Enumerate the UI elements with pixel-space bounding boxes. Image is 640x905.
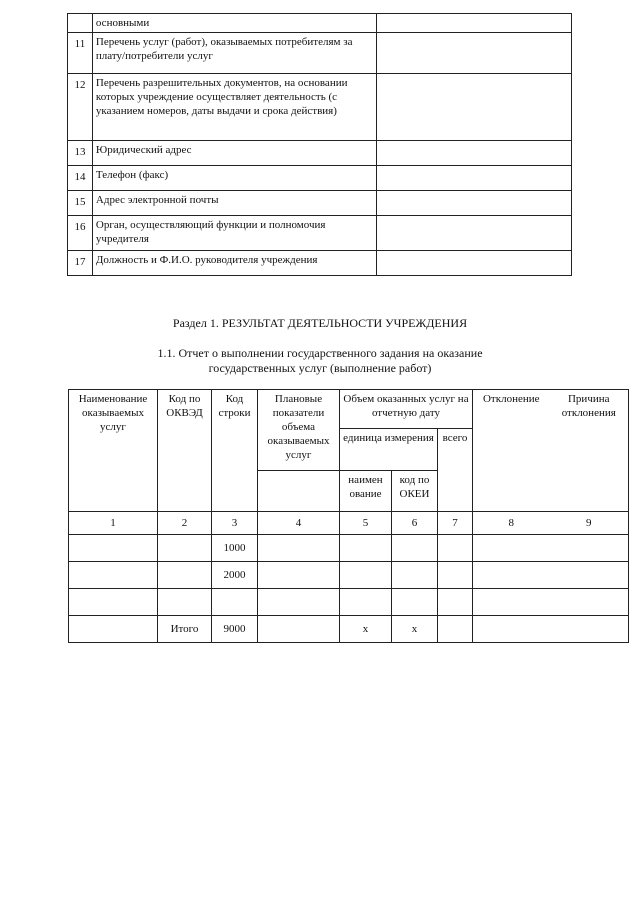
column-number: 8 [473, 512, 550, 535]
row-number: 14 [68, 166, 93, 191]
header-deviation-reason: Причина отклонения [550, 390, 629, 512]
header-planned-volume: Плановые показатели объема оказываемых услуг [258, 390, 340, 471]
section-title: Раздел 1. РЕЗУЛЬТАТ ДЕЯТЕЛЬНОСТИ УЧРЕЖДЕНИЯ [172, 316, 468, 330]
row-value [376, 191, 571, 216]
column-number: 9 [550, 512, 629, 535]
header-row [69, 390, 629, 429]
cell-total [438, 535, 473, 562]
row-label: Адрес электронной почты [92, 191, 376, 216]
row-number: 16 [68, 216, 93, 251]
cell-planned [258, 589, 340, 616]
header-service-name: Наименование оказываемых услуг [69, 390, 158, 512]
cell-service [69, 535, 158, 562]
cell-okved [158, 562, 212, 589]
row-number: 15 [68, 191, 93, 216]
cell-deviation [473, 589, 550, 616]
info-row [68, 191, 572, 216]
cell-deviation [473, 616, 550, 643]
table-row-total [69, 616, 629, 643]
column-number: 1 [69, 512, 158, 535]
header-provided-volume: Объем оказанных услуг на отчетную дату [340, 390, 473, 429]
cell-unit-name: х [340, 616, 392, 643]
row-label: Телефон (факс) [92, 166, 376, 191]
table-row [69, 589, 629, 616]
cell-unit-name [340, 535, 392, 562]
column-number: 5 [340, 512, 392, 535]
row-number: 12 [68, 74, 93, 141]
row-value [376, 166, 571, 191]
row-label: основными [92, 14, 376, 33]
row-label: Перечень разрешительных документов, на основании которых учреждение осуществляет деятельность (с указанием номеров, даты выдачи и срока действия) [92, 74, 376, 141]
cell-planned [258, 616, 340, 643]
cell-unit-name [340, 562, 392, 589]
header-empty [258, 471, 340, 512]
cell-unit-okei [392, 562, 438, 589]
cell-deviation [473, 562, 550, 589]
info-row [68, 166, 572, 191]
info-row [68, 216, 572, 251]
row-value [376, 216, 571, 251]
row-value [376, 14, 571, 33]
cell-total-label: Итого [158, 616, 212, 643]
row-value [376, 251, 571, 276]
row-number: 13 [68, 141, 93, 166]
cell-reason [550, 535, 629, 562]
subsection-title-line: государственных услуг (выполнение работ) [208, 361, 432, 375]
row-value [376, 141, 571, 166]
header-okved-code: Код по ОКВЭД [158, 390, 212, 512]
cell-total [438, 562, 473, 589]
cell-reason [550, 562, 629, 589]
column-number: 2 [158, 512, 212, 535]
cell-okved [158, 589, 212, 616]
table-row [69, 562, 629, 589]
cell-service [69, 616, 158, 643]
header-total: всего [438, 429, 473, 512]
organization-info-table [67, 13, 572, 276]
cell-total [438, 589, 473, 616]
row-label: Орган, осуществляющий функции и полномочия учредителя [92, 216, 376, 251]
cell-total [438, 616, 473, 643]
row-number [68, 14, 93, 33]
column-number: 6 [392, 512, 438, 535]
info-row [68, 141, 572, 166]
cell-reason [550, 616, 629, 643]
state-task-report-table [68, 389, 629, 643]
cell-line-code: 2000 [212, 562, 258, 589]
table-row [69, 535, 629, 562]
info-row [68, 74, 572, 141]
subsection-title [0, 346, 640, 376]
row-label: Должность и Ф.И.О. руководителя учреждения [92, 251, 376, 276]
header-unit-okei: код по ОКЕИ [392, 471, 438, 512]
row-number: 11 [68, 33, 93, 74]
cell-unit-okei [392, 535, 438, 562]
cell-planned [258, 535, 340, 562]
row-label: Юридический адрес [92, 141, 376, 166]
cell-line-code: 9000 [212, 616, 258, 643]
cell-service [69, 589, 158, 616]
row-number: 17 [68, 251, 93, 276]
row-label: Перечень услуг (работ), оказываемых потребителям за плату/потребители услуг [92, 33, 376, 74]
cell-unit-name [340, 589, 392, 616]
header-deviation: Отклонение [473, 390, 550, 512]
cell-service [69, 562, 158, 589]
column-number: 3 [212, 512, 258, 535]
header-unit: единица измерения [340, 429, 438, 471]
header-line-code: Код строки [212, 390, 258, 512]
cell-planned [258, 562, 340, 589]
header-unit-name: наимен ование [340, 471, 392, 512]
cell-line-code [212, 589, 258, 616]
cell-unit-okei: х [392, 616, 438, 643]
cell-deviation [473, 535, 550, 562]
row-value [376, 74, 571, 141]
cell-okved [158, 535, 212, 562]
column-number: 7 [438, 512, 473, 535]
info-row [68, 14, 572, 33]
column-number-row [69, 512, 629, 535]
row-value [376, 33, 571, 74]
subsection-title-line: 1.1. Отчет о выполнении государственного задания на оказание [157, 346, 483, 360]
info-row [68, 251, 572, 276]
cell-reason [550, 589, 629, 616]
info-row [68, 33, 572, 74]
cell-line-code: 1000 [212, 535, 258, 562]
column-number: 4 [258, 512, 340, 535]
cell-unit-okei [392, 589, 438, 616]
